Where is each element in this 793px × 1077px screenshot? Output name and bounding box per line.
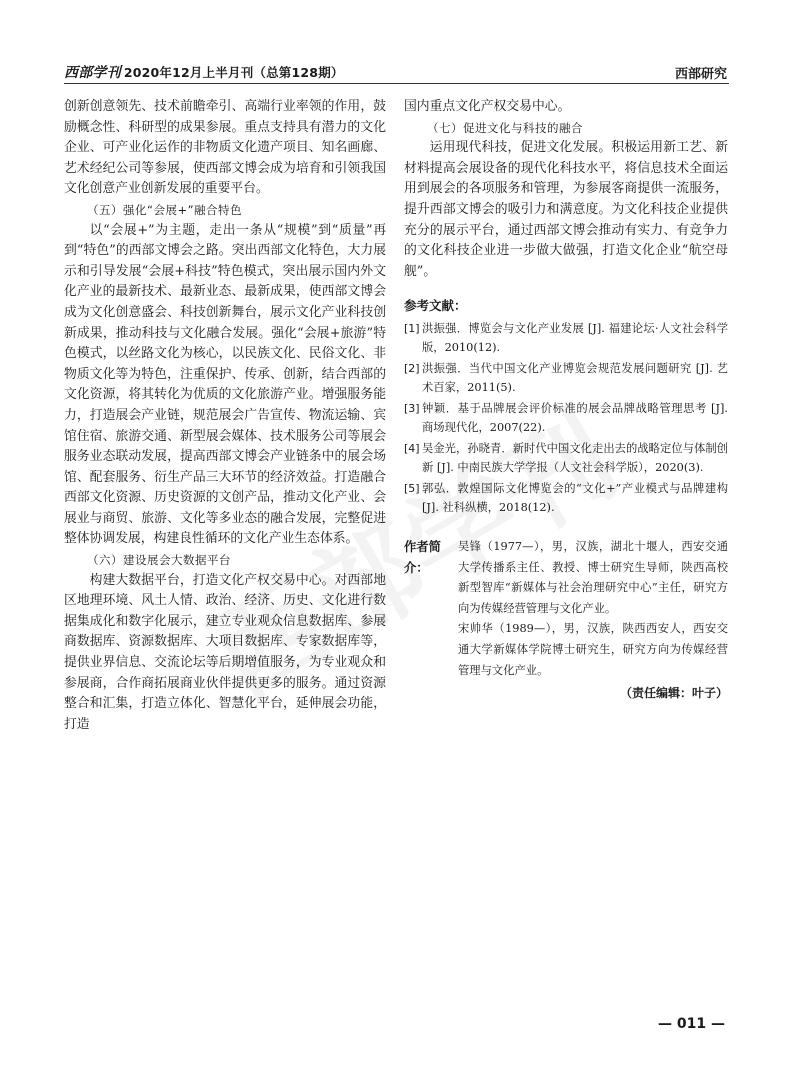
header-divider [64, 83, 729, 84]
journal-header [64, 62, 344, 82]
issue-info: 2020年12月上半月刊（总第128期） [123, 65, 344, 80]
reference-text: 洪振强．当代中国文化产业博览会规范发展问题研究 [J]. 艺术百家，2011(5). [422, 361, 728, 394]
author-bio: 吴锋（1977—），男，汉族，湖北十堰人，西安交通大学传播系主任、教授、博士研究生导师，陕西高校新型智库“新媒体与社会治理研究中心”主任，研究方向为传媒经营管理与文化产业。 [458, 539, 728, 615]
reference-item [404, 399, 728, 437]
reference-item [404, 319, 728, 357]
reference-number: [5] [404, 481, 420, 495]
left-column [64, 97, 386, 735]
author-intro [404, 537, 728, 681]
body-paragraph: 构建大数据平台，打造文化产权交易中心。对西部地区地理环境、风土人情、政治、经济、历史、文化进行数据集成化和数字化展示，建立专业观众信息数据库、参展商数据库、资源数据库、大项目数据库、专家数据库等，提供业界信息、交流论坛等后期增值服务，为专业观众和参展商，合作商拓展商业伙伴提供更多的服务。通过资源整合和汇集，打造立体化、智慧化平台，延伸展会功能，打造 [64, 572, 386, 732]
section-title: 西部研究 [674, 67, 727, 82]
reference-number: [3] [404, 401, 420, 415]
body-paragraph: 以“会展+”为主题，走出一条从“规模”到“质量”再到“特色”的西部文博会之路。突出西部文化特色，大力展示和引导发展“会展+科技”特色模式，突出展示国内外文化产业的最新技术、最新业态、最新成果，使西部文博会成为文化创意盛会、科技创新舞台，展示文化产业科技创新成果，推动科技与文化融合发展。强化“会展+旅游”特色模式，以丝路文化为核心，以民族文化、民俗文化、非物质文化等为特色，注重保护、传承、创新，结合西部的文化资源，将其转化为优质的文化旅游产业。增强服务能力，打造展会产业链，规范展会广告宣传、物流运输、宾馆住宿、旅游交通、新型展会媒体、技术服务公司等展会服务业态联动发展，提高西部文博会产业链条中的展会场馆、配套服务、衍生产品三大环节的经济效益。打造融合西部文化资源、历史资源的文创产品，推动文化产业、会展业与商贸、旅游、文化等多业态的融合发展，完整促进整体协调发展，构建良性循环的文化产业生态体系。 [64, 222, 386, 547]
reference-item [404, 439, 728, 477]
reference-number: [2] [404, 361, 420, 375]
author-bio: 宋帅华（1989—），男，汉族，陕西西安人，西安交通大学新媒体学院博士研究生，研究方向为传媒经营管理与文化产业。 [458, 622, 728, 677]
author-intro-body [458, 537, 728, 681]
section-subheading: （七）促进文化与科技的融合 [427, 120, 583, 135]
journal-logo: 西部学刊 [64, 65, 121, 81]
author-intro-label: 作者简介： [404, 539, 441, 575]
right-column [404, 97, 728, 704]
reference-item [404, 359, 728, 397]
section-subheading: （五）强化“会展+”融合特色 [87, 202, 243, 217]
body-paragraph: 创新创意领先、技术前瞻牵引、高端行业率领的作用，鼓励概念性、科研型的成果参展。重点支持具有潜力的文化企业、可产业化运作的非物质文化遗产项目、知名画廊、艺术经纪公司等参展，使西部文博会成为培育和引领我国文化创意产业创新发展的重要平台。 [64, 99, 386, 197]
body-paragraph: 国内重点文化产权交易中心。 [404, 99, 571, 114]
references-title: 参考文献： [404, 298, 467, 314]
page-number: — 011 — [658, 1016, 725, 1032]
references-list [404, 319, 728, 517]
reference-text: 吴金光，孙晓青．新时代中国文化走出去的战略定位与体制创新 [J]. 中南民族大学学报（人文社会科学版），2020(3). [422, 441, 728, 474]
responsible-editor: （责任编辑：叶子） [619, 686, 728, 701]
reference-number: [4] [404, 441, 420, 455]
body-paragraph: 运用现代科技，促进文化发展。积极运用新工艺、新材料提高会展设备的现代化科技水平，将信息技术全面运用到展会的各项服务和管理，为参展客商提供一流服务，提升西部文博会的吸引力和满意度。为文化科技企业提供充分的展示平台，通过西部文博会推动有实力、有竞争力的文化科技企业进一步做大做强，打造文化企业“航空母舰”。 [404, 140, 728, 279]
reference-number: [1] [404, 321, 420, 335]
reference-text: 钟颖．基于品牌展会评价标准的展会品牌战略管理思考 [J]. 商场现代化，2007(22). [422, 401, 728, 434]
section-subheading: （六）建设展会大数据平台 [87, 553, 231, 568]
reference-text: 洪振强．博览会与文化产业发展 [J]. 福建论坛·人文社会科学版，2010(12). [422, 321, 728, 354]
reference-item [404, 479, 728, 517]
reference-text: 郭弘．敦煌国际文化博览会的“文化+”产业模式与品牌建构 [J]. 社科纵横，2018(12). [422, 481, 728, 514]
right-column-body [404, 97, 728, 282]
